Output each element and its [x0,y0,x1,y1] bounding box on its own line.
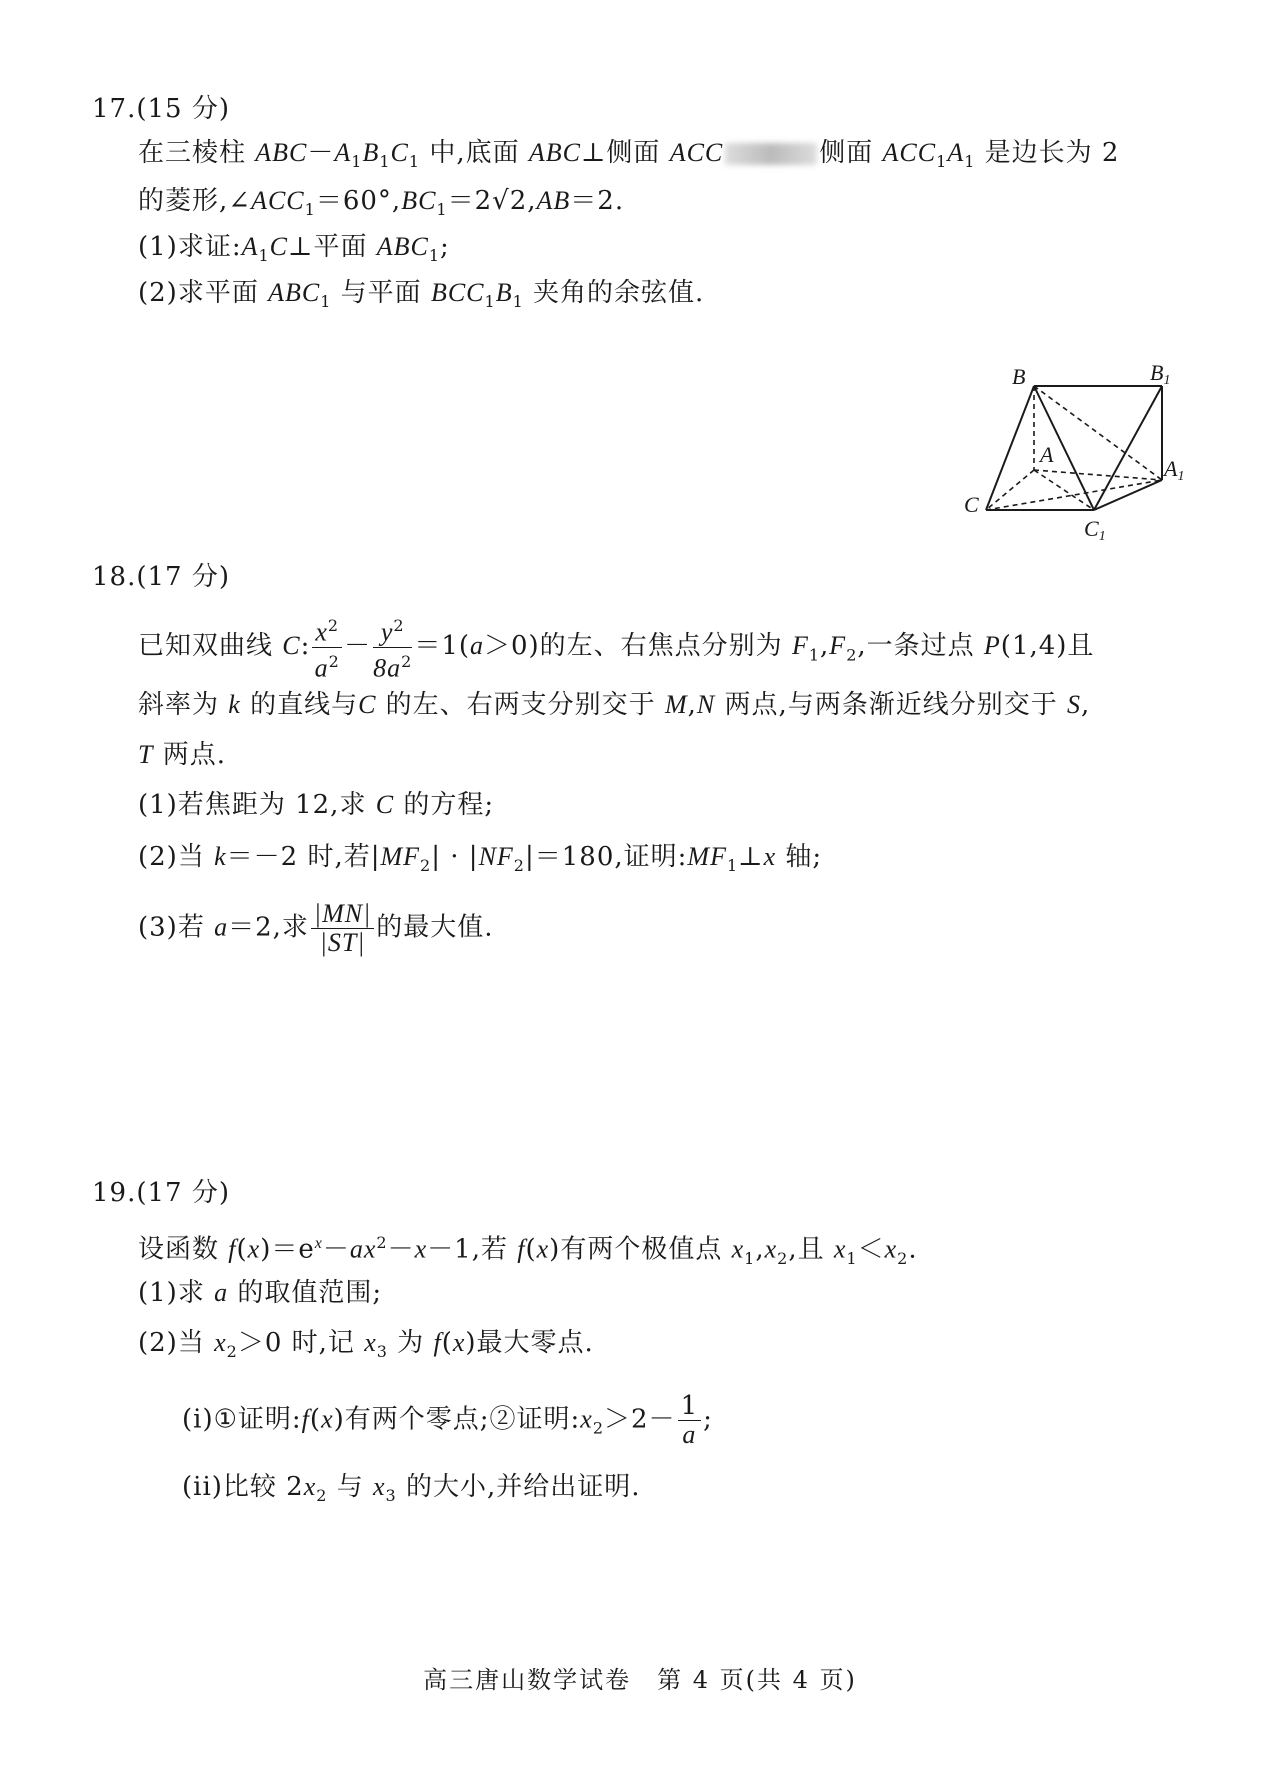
label-C1: C1 [1084,516,1106,544]
q17-part2: (2)求平面 $ABC_1$ 与平面 $BCC_1B_1$ 夹角的余弦值. [138,278,705,312]
q19-part2-ii: (ii)比较 $2x_2$ 与 $x_3$ 的大小,并给出证明. [182,1472,641,1506]
edge-B1-C1 [1094,386,1162,510]
q18-part1: (1)若焦距为 12,求 C 的方程; [138,790,495,820]
fraction-y2-8a2: $\frac{y^2}{8a^2}$ [373,612,412,682]
q19-number: 19.(17 分) [92,1178,230,1208]
q18-stem-line1: 已知双曲线 C: $\frac{x^2}{a^2}$ － $\frac{y^2}{8a^2}$ ＝1(a＞0)的左、右焦点分别为 $F_1,F_2$,一条过点 P(1,4)且 [138,612,1094,682]
dashed-C-A1 [986,480,1162,510]
page-footer: 高三唐山数学试卷 第 4 页(共 4 页) [423,1666,857,1694]
label-B1: B1 [1150,360,1171,388]
q17-part1: (1)求证$:A_1C\perp$平面 $ABC_1$; [138,232,450,266]
q19-part1: (1)求 a 的取值范围; [138,1278,383,1308]
q18-part2: (2)当 k＝－2 时,若$|MF_2| \cdot |NF_2|=180$,证明$:MF_1\perp x$ 轴; [138,842,823,876]
label-A1: A1 [1164,456,1185,484]
edge-B-C [986,386,1034,510]
q18-stem-line3: T 两点. [138,740,226,770]
q18-stem-line2: 斜率为 k 的直线与C 的左、右两支分别交于 M,N 两点,与两条渐近线分别交于 S, [138,690,1091,720]
blurred-region [725,143,817,165]
label-B: B [1012,364,1026,389]
prism-figure [960,360,1190,550]
q17-number: 17.(15 分) [92,94,230,124]
q18-number: 18.(17 分) [92,562,230,592]
label-A: A [1040,442,1054,467]
q19-part2: (2)当 $x_2>0$ 时,记 $x_3$ 为 f(x)最大零点. [138,1328,594,1362]
label-C: C [964,492,979,517]
q19-part2-i: (i)①证明:f(x)有两个零点;②证明$:x_2>2-$ $\frac{1}{a}$ ; [182,1391,713,1449]
q19-stem: 设函数 $f(x)=e^x-ax^2-x-1$,若 f(x)有两个极值点 $x_1,x_2$,且 $x_1<x_2$. [138,1233,918,1268]
q17-stem-line2: 的菱形$,\angle ACC_1=60^\circ,BC_1=2√2,AB=2$. [138,186,625,220]
fraction-1-a: $\frac{1}{a}$ [678,1392,702,1449]
fraction-x2-a2: $\frac{x^2}{a^2}$ [312,612,342,682]
q18-part3: (3)若 a＝2,求 $\frac{|MN|}{|ST|}$ 的最大值. [138,899,494,957]
fraction-MN-ST: $\frac{|MN|}{|ST|}$ [311,900,374,957]
dashed-A-A1 [1034,470,1162,480]
edge-C1-A1 [1094,480,1162,510]
q17-stem-line1: 在三棱柱 $ABC-A_1B_1C_1$ 中,底面 ABC⊥侧面 ACC 侧面 $ACC_1A_1$ 是边长为 2 [138,138,1120,172]
